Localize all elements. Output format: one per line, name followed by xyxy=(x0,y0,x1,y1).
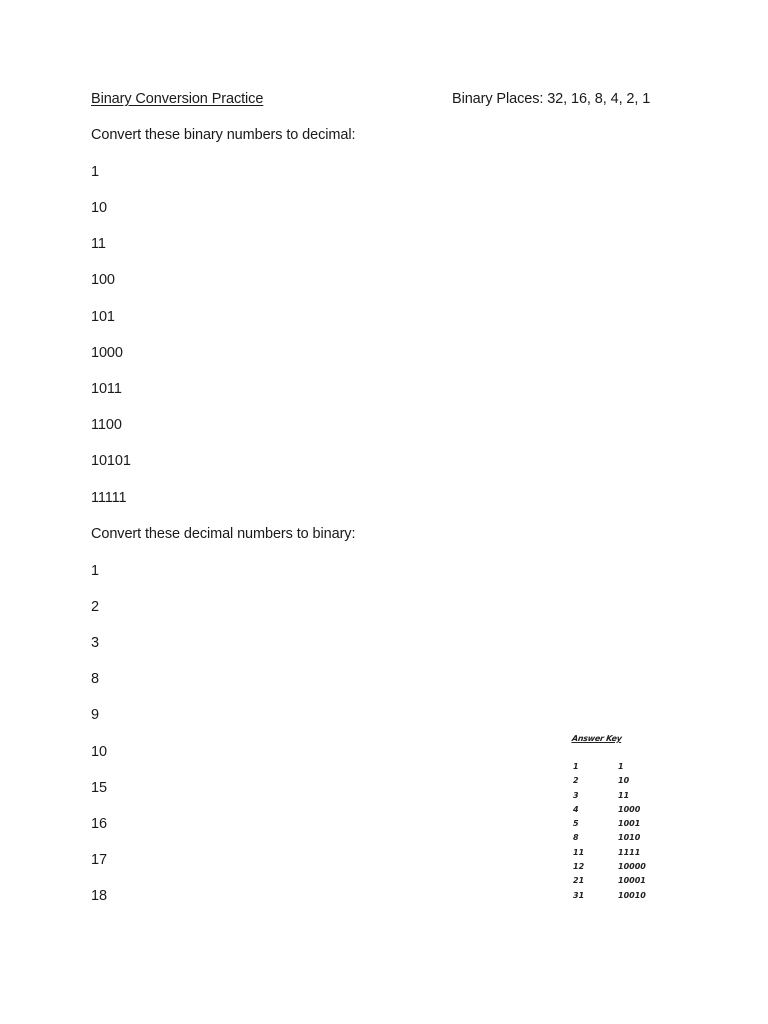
binary-item: 10 xyxy=(91,200,107,216)
binary-item: 100 xyxy=(91,272,115,288)
answer-key-row xyxy=(572,805,662,819)
answer-key-binary: 10010 xyxy=(618,890,646,900)
answer-key-decimal: 4 xyxy=(573,804,579,814)
answer-key-title: Answer Key xyxy=(571,734,623,743)
answer-key-rows xyxy=(572,762,662,905)
answer-key-binary: 10000 xyxy=(618,862,646,872)
answer-key-decimal: 12 xyxy=(573,862,585,872)
answer-key-binary: 1 xyxy=(618,762,624,771)
decimal-item: 10 xyxy=(91,744,107,760)
binary-item: 101 xyxy=(91,309,115,325)
decimal-item: 1 xyxy=(91,563,99,579)
decimal-item: 9 xyxy=(91,707,99,723)
answer-key-binary: 1001 xyxy=(618,819,641,829)
section2-heading: Convert these decimal numbers to binary: xyxy=(91,526,356,542)
answer-key-decimal: 21 xyxy=(573,876,585,886)
answer-key-binary: 10001 xyxy=(618,876,646,886)
answer-key-binary: 1111 xyxy=(618,847,641,857)
binary-item: 1 xyxy=(91,164,99,180)
answer-key-binary: 11 xyxy=(618,790,630,800)
binary-item: 1000 xyxy=(91,345,123,361)
answer-key-row xyxy=(572,848,662,862)
answer-key xyxy=(572,726,662,905)
decimal-item: 2 xyxy=(91,599,99,615)
answer-key-binary: 1010 xyxy=(618,833,641,843)
decimal-item: 3 xyxy=(91,635,99,651)
decimal-item: 17 xyxy=(91,852,107,868)
answer-key-decimal: 11 xyxy=(573,847,585,857)
answer-key-row xyxy=(572,762,662,776)
decimal-item: 8 xyxy=(91,671,99,687)
answer-key-binary: 10 xyxy=(618,776,630,786)
binary-item: 10101 xyxy=(91,453,131,469)
decimal-item: 16 xyxy=(91,816,107,832)
answer-key-decimal: 3 xyxy=(573,790,579,800)
binary-item: 1011 xyxy=(91,381,122,397)
answer-key-decimal: 1 xyxy=(573,762,579,771)
answer-key-binary: 1000 xyxy=(618,804,641,814)
answer-key-row xyxy=(572,833,662,847)
section1-heading: Convert these binary numbers to decimal: xyxy=(91,127,356,143)
binary-places-note: Binary Places: 32, 16, 8, 4, 2, 1 xyxy=(452,91,651,107)
answer-key-row xyxy=(572,891,662,905)
binary-item: 1100 xyxy=(91,417,122,433)
answer-key-row xyxy=(572,776,662,790)
answer-key-decimal: 5 xyxy=(573,819,579,829)
decimal-item: 15 xyxy=(91,780,107,796)
worksheet-title: Binary Conversion Practice xyxy=(91,91,264,107)
answer-key-decimal: 31 xyxy=(573,890,585,900)
answer-key-row xyxy=(572,862,662,876)
binary-item: 11 xyxy=(91,236,106,252)
answer-key-row xyxy=(572,876,662,890)
answer-key-decimal: 2 xyxy=(573,776,579,786)
answer-key-decimal: 8 xyxy=(573,833,579,843)
answer-key-row xyxy=(572,791,662,805)
answer-key-row xyxy=(572,819,662,833)
binary-item: 11111 xyxy=(91,490,127,506)
decimal-item: 18 xyxy=(91,888,107,904)
